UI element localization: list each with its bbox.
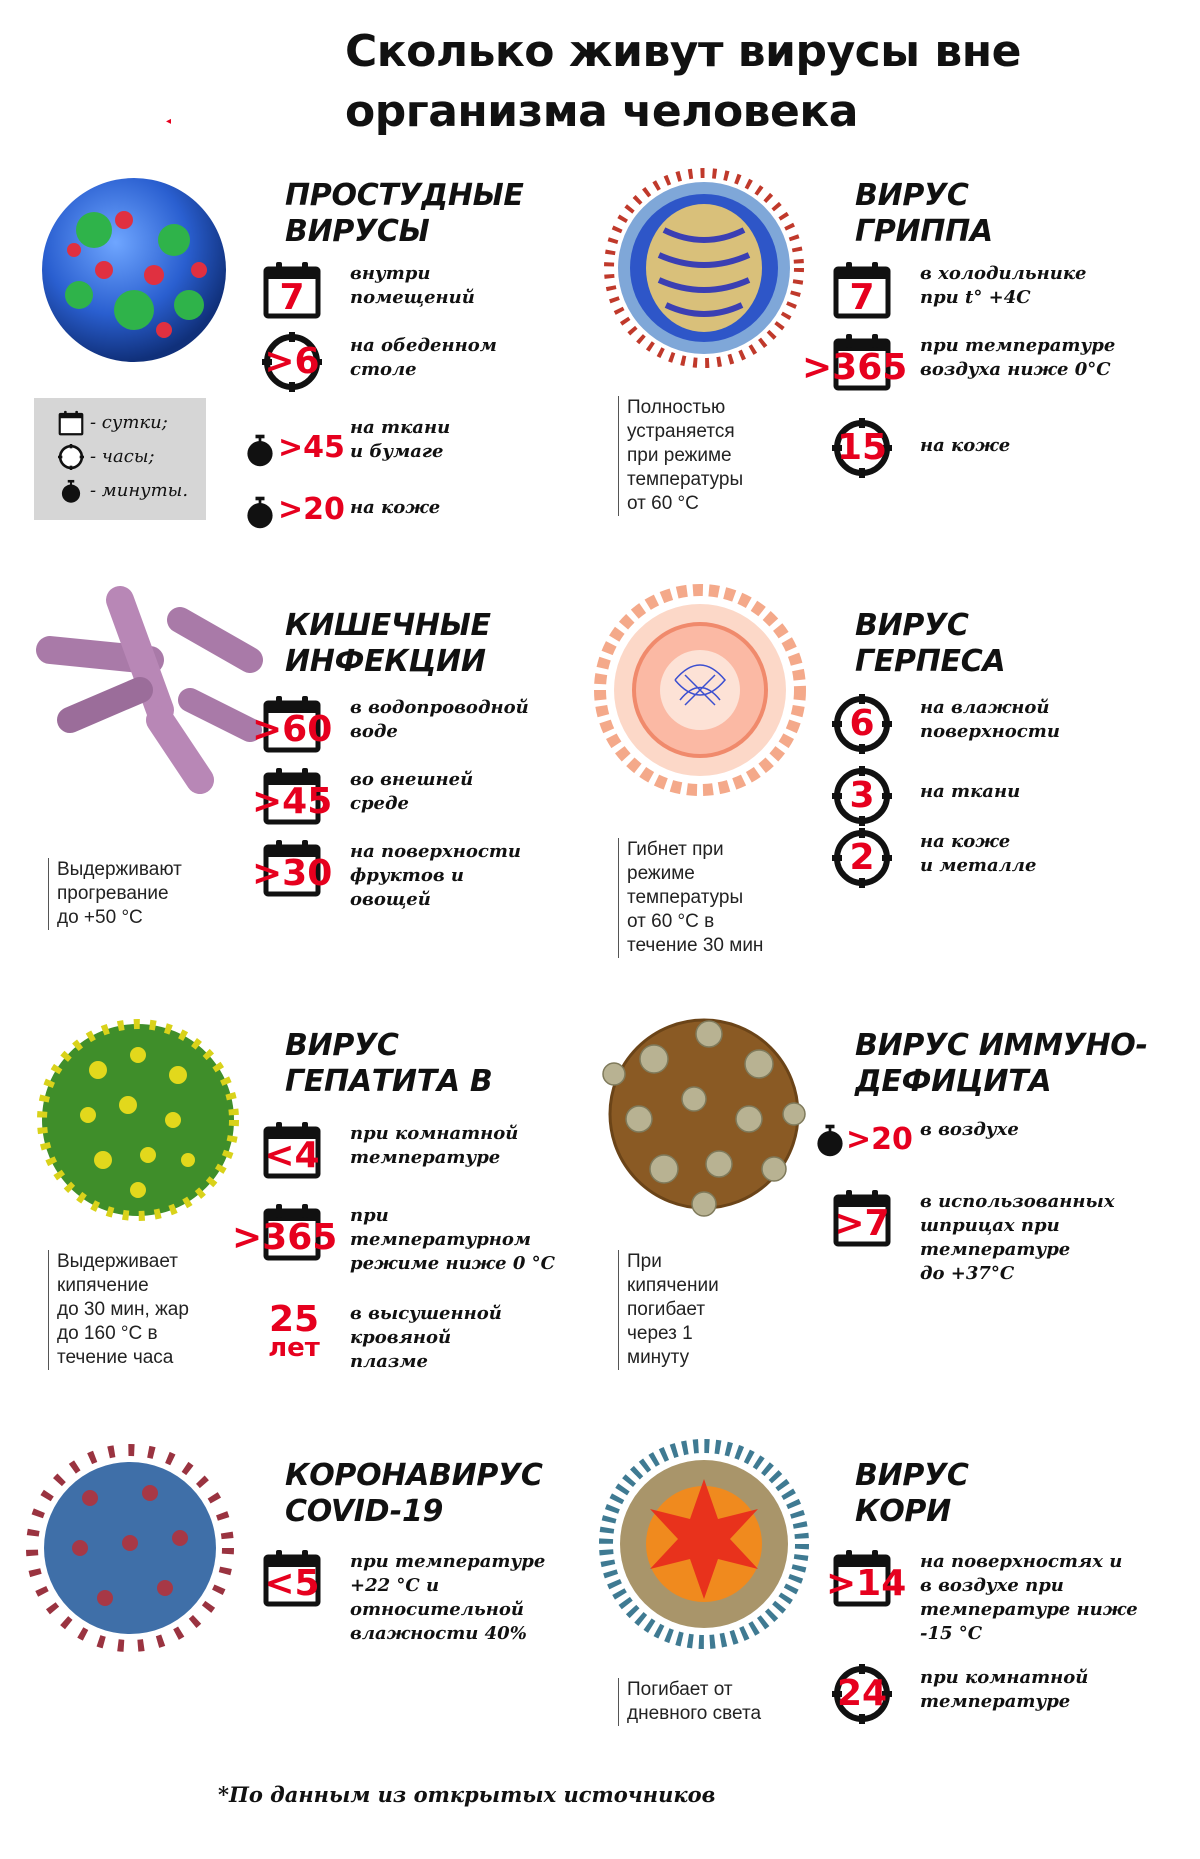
legend-days-label: - сутки; (90, 412, 168, 433)
hiv-note: При кипячении погибает через 1 минуту (618, 1250, 719, 1370)
intestinal-title (285, 608, 491, 680)
herpes-title-line2: ГЕРПЕСА (855, 644, 1006, 679)
herpes-row-3-value: 2 (849, 837, 875, 878)
cold-row-2-value: >6 (264, 341, 320, 382)
intestinal-row-1-value: >60 (252, 709, 333, 750)
hepatitis-row-2-value: >365 (232, 1217, 338, 1258)
herpes-row-3-text: на коже и металле (920, 831, 1037, 876)
intestinal-title-line1: КИШЕЧНЫЕ (285, 608, 491, 643)
covid-title-line1: КОРОНАВИРУС (285, 1458, 543, 1493)
flu-row-1-text: в холодильнике при t° +4С (920, 263, 1087, 308)
covid-virus-image (20, 1438, 240, 1658)
flu-virus-image (604, 160, 804, 380)
measles-row-2-text: при комнатной температуре (920, 1667, 1089, 1712)
measles-title-line2: КОРИ (855, 1494, 951, 1529)
hepatitis-row-1-text: при комнатной температуре (350, 1123, 519, 1168)
intestinal-bacteria-image (10, 560, 270, 810)
herpes-row-1-text: на влажной поверхности (920, 697, 1060, 742)
hepatitis-virus-image (28, 1010, 248, 1230)
cold-row-2-text: на обеденном столе (350, 335, 497, 380)
measles-note: Погибает от дневного света (618, 1678, 761, 1726)
virus-block-cold (0, 160, 580, 560)
measles-row-1-value: >14 (826, 1563, 907, 1604)
measles-virus-image (594, 1434, 814, 1654)
hepatitis-title-line2: ГЕПАТИТА В (285, 1064, 493, 1099)
cold-title-line1: ПРОСТУДНЫЕ (285, 178, 524, 213)
covid-row-1-value: <5 (264, 1563, 320, 1604)
stopwatch-icon (242, 432, 278, 468)
flu-title (855, 178, 993, 250)
hiv-row-1-text: в воздухе (920, 1119, 1019, 1140)
covid-title-line2: COVID-19 (285, 1494, 444, 1529)
virus-block-covid (0, 1440, 580, 1840)
cold-row-3-value: >45 (278, 430, 345, 465)
hiv-title-line2: ДЕФИЦИТА (855, 1064, 1052, 1099)
flu-title-line1: ВИРУС (855, 178, 969, 213)
hiv-title (855, 1028, 1148, 1100)
hepatitis-row-3-value: 25 (268, 1299, 320, 1340)
hepatitis-title-line1: ВИРУС (285, 1028, 399, 1063)
hepatitis-row-3-unit: лет (268, 1333, 320, 1363)
flu-row-2-value: >365 (802, 347, 908, 388)
cold-title (285, 178, 524, 250)
cold-title-line2: ВИРУСЫ (285, 214, 430, 249)
hiv-title-line1: ВИРУС ИММУНО- (855, 1028, 1148, 1063)
cold-row-1-value: 7 (279, 277, 305, 318)
flu-note: Полностью устраняется при режиме температуры от 60 °С (618, 396, 743, 516)
title-line-2: организма человека (345, 86, 858, 137)
virus-block-hepatitis (0, 1010, 580, 1410)
stopwatch-icon (242, 494, 278, 530)
virus-block-flu (580, 160, 1160, 560)
virus-block-hiv (580, 1010, 1160, 1410)
measles-row-1-text: на поверхностях и в воздухе при температуре ниже -15 °С (920, 1551, 1138, 1644)
measles-title-line1: ВИРУС (855, 1458, 969, 1493)
herpes-row-2-text: на ткани (920, 781, 1021, 802)
red-mark: ◂ (166, 116, 172, 127)
hiv-virus-image (594, 1004, 814, 1224)
herpes-row-2-value: 3 (849, 775, 875, 816)
cold-row-1-text: внутри помещений (350, 263, 475, 308)
hepatitis-title (285, 1028, 493, 1100)
page-title (345, 22, 1165, 142)
cold-row-4-text: на коже (350, 497, 441, 518)
flu-row-2-text: при температуре воздуха ниже 0°С (920, 335, 1116, 380)
title-line-1: Сколько живут вирусы вне (345, 26, 1021, 77)
hepatitis-row-1-value: <4 (264, 1135, 320, 1176)
intestinal-title-line2: ИНФЕКЦИИ (285, 644, 486, 679)
hiv-row-1-value: >20 (846, 1122, 913, 1157)
cold-row-3-text: на ткани и бумаге (350, 417, 451, 462)
herpes-title (855, 608, 1005, 680)
cold-row-4-value: >20 (278, 492, 345, 527)
covid-title (285, 1458, 543, 1530)
hiv-row-2-text: в использованных шприцах при температуре до +37°С (920, 1191, 1115, 1284)
herpes-virus-image (590, 580, 810, 800)
flu-row-1-value: 7 (849, 277, 875, 318)
intestinal-row-1-text: в водопроводной воде (350, 697, 529, 742)
herpes-row-1-value: 6 (849, 703, 875, 744)
flu-title-line2: ГРИППА (855, 214, 993, 249)
legend-hours-label: - часы; (90, 446, 155, 467)
intestinal-row-2-value: >45 (252, 781, 333, 822)
hepatitis-row-2-text: при температурном режиме ниже 0 °С (350, 1205, 556, 1274)
intestinal-row-3-value: >30 (252, 853, 333, 894)
herpes-note: Гибнет при режиме температуры от 60 °С в течение 30 мин (618, 838, 763, 958)
intestinal-row-3-text: на поверхности фруктов и овощей (350, 841, 521, 910)
virus-block-herpes (580, 590, 1160, 990)
intestinal-row-2-text: во внешней среде (350, 769, 474, 814)
intestinal-note: Выдерживают прогревание до +50 °С (48, 858, 182, 930)
virus-block-measles (580, 1440, 1160, 1840)
measles-title (855, 1458, 969, 1530)
hepatitis-row-3-text: в высушенной кровяной плазме (350, 1303, 502, 1372)
flu-row-3-text: на коже (920, 435, 1011, 456)
cold-virus-image (34, 170, 234, 370)
flu-row-3-value: 15 (836, 427, 888, 468)
stopwatch-icon (812, 1122, 848, 1158)
legend-minutes-label: - минуты. (90, 480, 189, 501)
hiv-row-2-value: >7 (834, 1203, 890, 1244)
virus-block-intestinal (0, 590, 580, 990)
covid-row-1-text: при температуре +22 °С и относительной влажности 40% (350, 1551, 546, 1644)
hepatitis-note: Выдерживает кипячение до 30 мин, жар до 160 °С в течение часа (48, 1250, 189, 1370)
footnote: *По данным из открытых источников (218, 1782, 716, 1807)
measles-row-2-value: 24 (836, 1673, 888, 1714)
herpes-title-line1: ВИРУС (855, 608, 969, 643)
